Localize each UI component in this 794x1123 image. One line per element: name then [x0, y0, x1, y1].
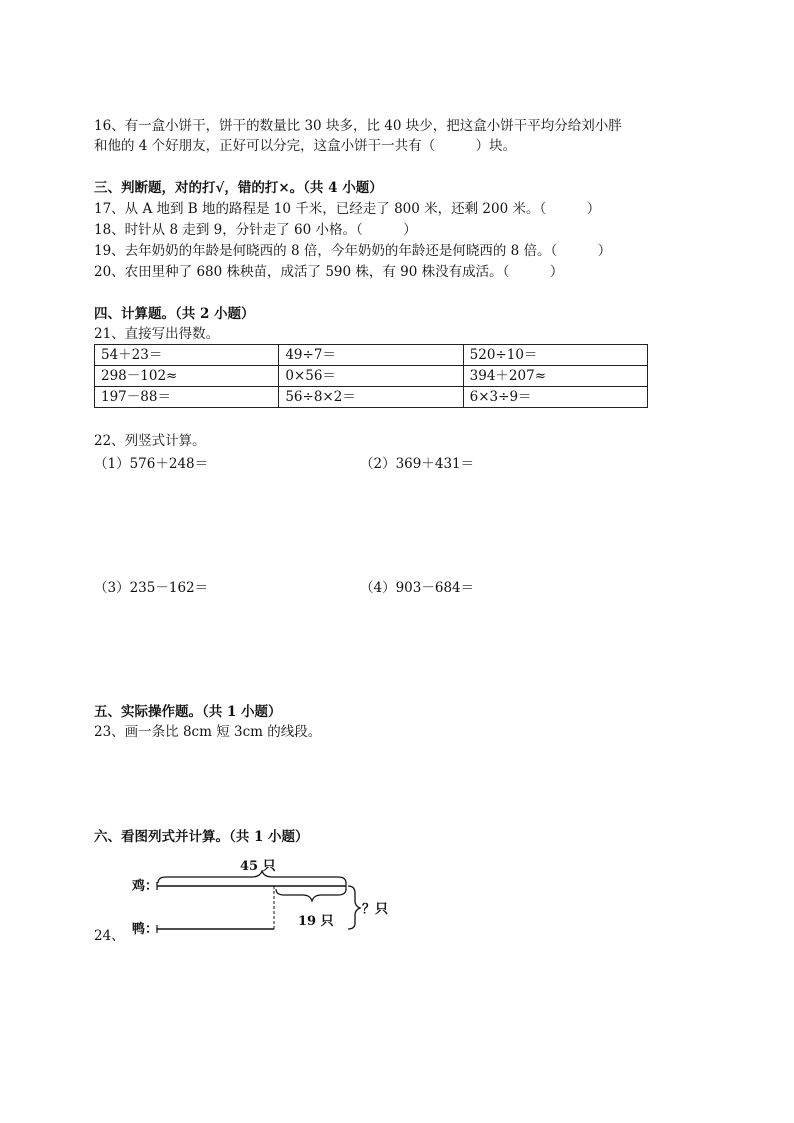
- q16-line1: 16、有一盒小饼干，饼干的数量比 30 块多，比 40 块少，把这盒小饼干平均分给刘小胖: [94, 118, 622, 134]
- q24-label: 24、: [94, 928, 125, 944]
- calc-cell: 197－88＝: [95, 387, 279, 408]
- q20: 20、农田里种了 680 株秧苗，成活了 590 株，有 90 株没有成活。（ ）: [94, 264, 564, 280]
- calc-cell: 6×3÷9＝: [463, 387, 647, 408]
- q22-item-2: （2）369＋431＝: [360, 456, 475, 472]
- right-brace: [348, 886, 360, 929]
- question-label: ？只: [362, 902, 389, 917]
- q18: 18、时针从 8 走到 9，分针走了 60 小格。（ ）: [94, 222, 417, 238]
- q21-title: 21、直接写出得数。: [94, 326, 220, 342]
- q23: 23、画一条比 8cm 短 3cm 的线段。: [94, 724, 322, 740]
- q17: 17、从 A 地到 B 地的路程是 10 千米，已经走了 800 米，还剩 200 米。（ ）: [94, 201, 601, 217]
- calc-cell: 49÷7＝: [279, 345, 463, 366]
- q22-item-1: （1）576＋248＝: [94, 456, 209, 472]
- chicken-label: 鸡：: [132, 879, 159, 894]
- calc-cell: 0×56＝: [279, 366, 463, 387]
- section3-heading: 三、判断题，对的打√，错的打×。（共 4 小题）: [94, 180, 383, 196]
- calc-cell: 520÷10＝: [463, 345, 647, 366]
- section6-heading: 六、看图列式并计算。（共 1 小题）: [94, 829, 309, 845]
- q22-item-4: （4）903－684＝: [360, 580, 475, 596]
- duck-label: 鸭：: [132, 922, 159, 937]
- section4-heading: 四、计算题。（共 2 小题）: [94, 306, 255, 322]
- calc-cell: 54＋23＝: [95, 345, 279, 366]
- total-label: 45 只: [240, 859, 276, 874]
- section5-heading: 五、实际操作题。（共 1 小题）: [94, 704, 282, 720]
- q16-line2: 和他的 4 个好朋友，正好可以分完，这盒小饼干一共有（ ）块。: [94, 138, 517, 154]
- diff-brace: [276, 889, 346, 901]
- q22-title: 22、列竖式计算。: [94, 433, 206, 449]
- q22-item-3: （3）235－162＝: [94, 580, 209, 596]
- calc-cell: 394＋207≈: [463, 366, 647, 387]
- q19: 19、去年奶奶的年龄是何晓西的 8 倍，今年奶奶的年龄还是何晓西的 8 倍。（ ）: [94, 243, 612, 259]
- calc-cell: 298－102≈: [95, 366, 279, 387]
- calc-cell: 56÷8×2＝: [279, 387, 463, 408]
- diff-label: 19 只: [298, 914, 334, 929]
